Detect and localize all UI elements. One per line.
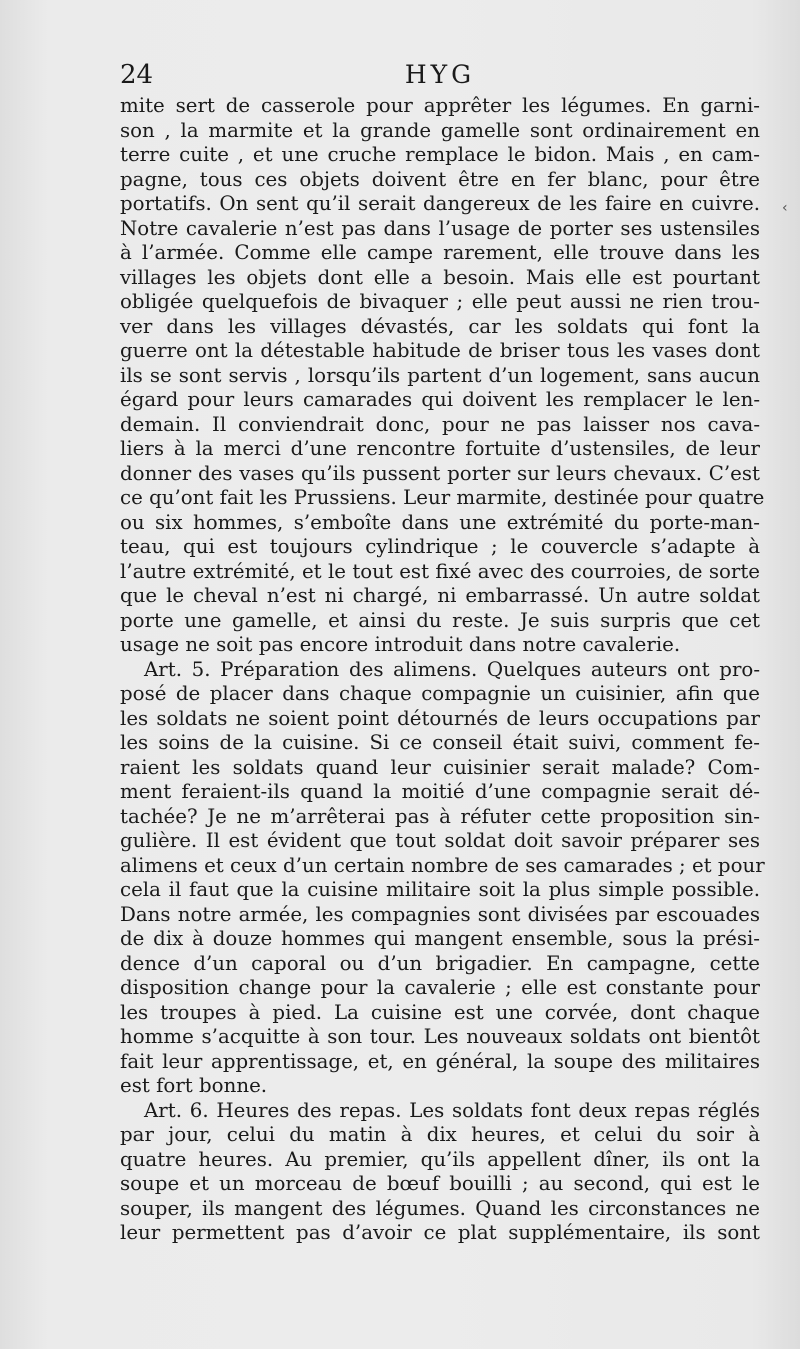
text-line: les troupes à pied. La cuisine est une corvée, dont chaque — [120, 1000, 760, 1024]
text-line: terre cuite , et une cruche remplace le bidon. Mais , en cam- — [120, 143, 760, 166]
text-line: raient les soldats quand leur cuisinier serait malade? Com- — [120, 755, 760, 779]
text-line: ment feraient-ils quand la moitié d’une compagnie serait dé- — [120, 780, 760, 803]
text-line: leur permettent pas d’avoir ce plat supplémentaire, ils sont — [120, 1221, 760, 1244]
text-line: gulière. Il est évident que tout soldat doit savoir préparer ses — [120, 829, 760, 852]
text-line: tachée? Je ne m’arrêterai pas à réfuter cette proposition sin- — [120, 804, 760, 828]
text-line: dence d’un caporal ou d’un brigadier. En campagne, cette — [120, 951, 760, 975]
text-line: l’autre extrémité, et le tout est fixé avec des courroies, de sorte — [120, 559, 760, 583]
text-line: de dix à douze hommes qui mangent ensemble, sous la prési- — [120, 927, 760, 950]
text-line: par jour, celui du matin à dix heures, et celui du soir à — [120, 1123, 760, 1146]
text-line: les soins de la cuisine. Si ce conseil était suivi, comment fe- — [120, 731, 760, 754]
text-line: ils se sont servis , lorsqu’ils partent d’un logement, sans aucun — [120, 363, 760, 387]
text-line: Notre cavalerie n’est pas dans l’usage de porter ses ustensiles — [120, 216, 760, 240]
text-line: obligée quelquefois de bivaquer ; elle peut aussi ne rien trou- — [120, 290, 760, 313]
text-line: fait leur apprentissage, et, en général, la soupe des militaires — [120, 1049, 760, 1073]
text-line: usage ne soit pas encore introduit dans notre cavalerie. — [120, 633, 681, 656]
text-line: cela il faut que la cuisine militaire soit la plus simple possible. — [120, 878, 760, 901]
page-number: 24 — [120, 60, 154, 90]
text-line: donner des vases qu’ils pussent porter sur leurs chevaux. C’est — [120, 461, 760, 485]
text-line: mite sert de casserole pour apprêter les légumes. En garni- — [120, 94, 760, 117]
text-line: quatre heures. Au premier, qu’ils appellent dîner, ils ont la — [120, 1147, 760, 1171]
text-line: que le cheval n’est ni chargé, ni embarrassé. Un autre soldat — [120, 584, 760, 607]
text-line: pagne, tous ces objets doivent être en fer blanc, pour être — [120, 167, 760, 191]
text-line: égard pour leurs camarades qui doivent les remplacer le len- — [120, 388, 760, 411]
text-line: portatifs. On sent qu’il serait dangereux de les faire en cuivre. — [120, 192, 760, 215]
text-line: homme s’acquitte à son tour. Les nouveaux soldats ont bientôt — [120, 1025, 760, 1048]
text-line: ver dans les villages dévastés, car les soldats qui font la — [120, 314, 760, 338]
text-line: les soldats ne soient point détournés de leurs occupations par — [120, 706, 760, 730]
text-line: porte une gamelle, et ainsi du reste. Je suis surpris que cet — [120, 608, 760, 632]
text-line: son , la marmite et la grande gamelle sont ordinairement en — [120, 118, 760, 142]
text-line: liers à la merci d’une rencontre fortuite d’ustensiles, de leur — [120, 437, 760, 460]
text-line: posé de placer dans chaque compagnie un cuisinier, afin que — [120, 682, 760, 705]
text-line: Art. 5. Préparation des alimens. Quelques auteurs ont pro- — [144, 657, 760, 681]
body-text — [120, 94, 765, 1246]
text-line: soupe et un morceau de bœuf bouilli ; au second, qui est le — [120, 1172, 760, 1195]
text-line: ou six hommes, s’emboîte dans une extrémité du porte-man- — [120, 510, 760, 534]
text-line: est fort bonne. — [120, 1074, 268, 1097]
text-line: souper, ils mangent des légumes. Quand les circonstances ne — [120, 1196, 760, 1220]
text-line: Dans notre armée, les compagnies sont divisées par escouades — [120, 902, 760, 926]
margin-mark: ‹ — [782, 200, 788, 216]
text-line: disposition change pour la cavalerie ; elle est constante pour — [120, 976, 760, 999]
text-line: villages les objets dont elle a besoin. Mais elle est pourtant — [120, 265, 760, 289]
page-header — [120, 58, 760, 92]
text-line: Art. 6. Heures des repas. Les soldats font deux repas réglés — [144, 1098, 760, 1122]
running-head: HYG — [404, 60, 476, 89]
text-line: guerre ont la détestable habitude de briser tous les vases dont — [120, 339, 760, 362]
text-line: à l’armée. Comme elle campe rarement, elle trouve dans les — [120, 241, 760, 264]
text-line: demain. Il conviendrait donc, pour ne pas laisser nos cava- — [120, 412, 760, 436]
text-line: teau, qui est toujours cylindrique ; le couvercle s’adapte à — [120, 535, 760, 558]
text-line: alimens et ceux d’un certain nombre de ses camarades ; et pour — [120, 853, 765, 877]
text-line: ce qu’ont fait les Prussiens. Leur marmite, destinée pour quatre — [120, 486, 765, 509]
